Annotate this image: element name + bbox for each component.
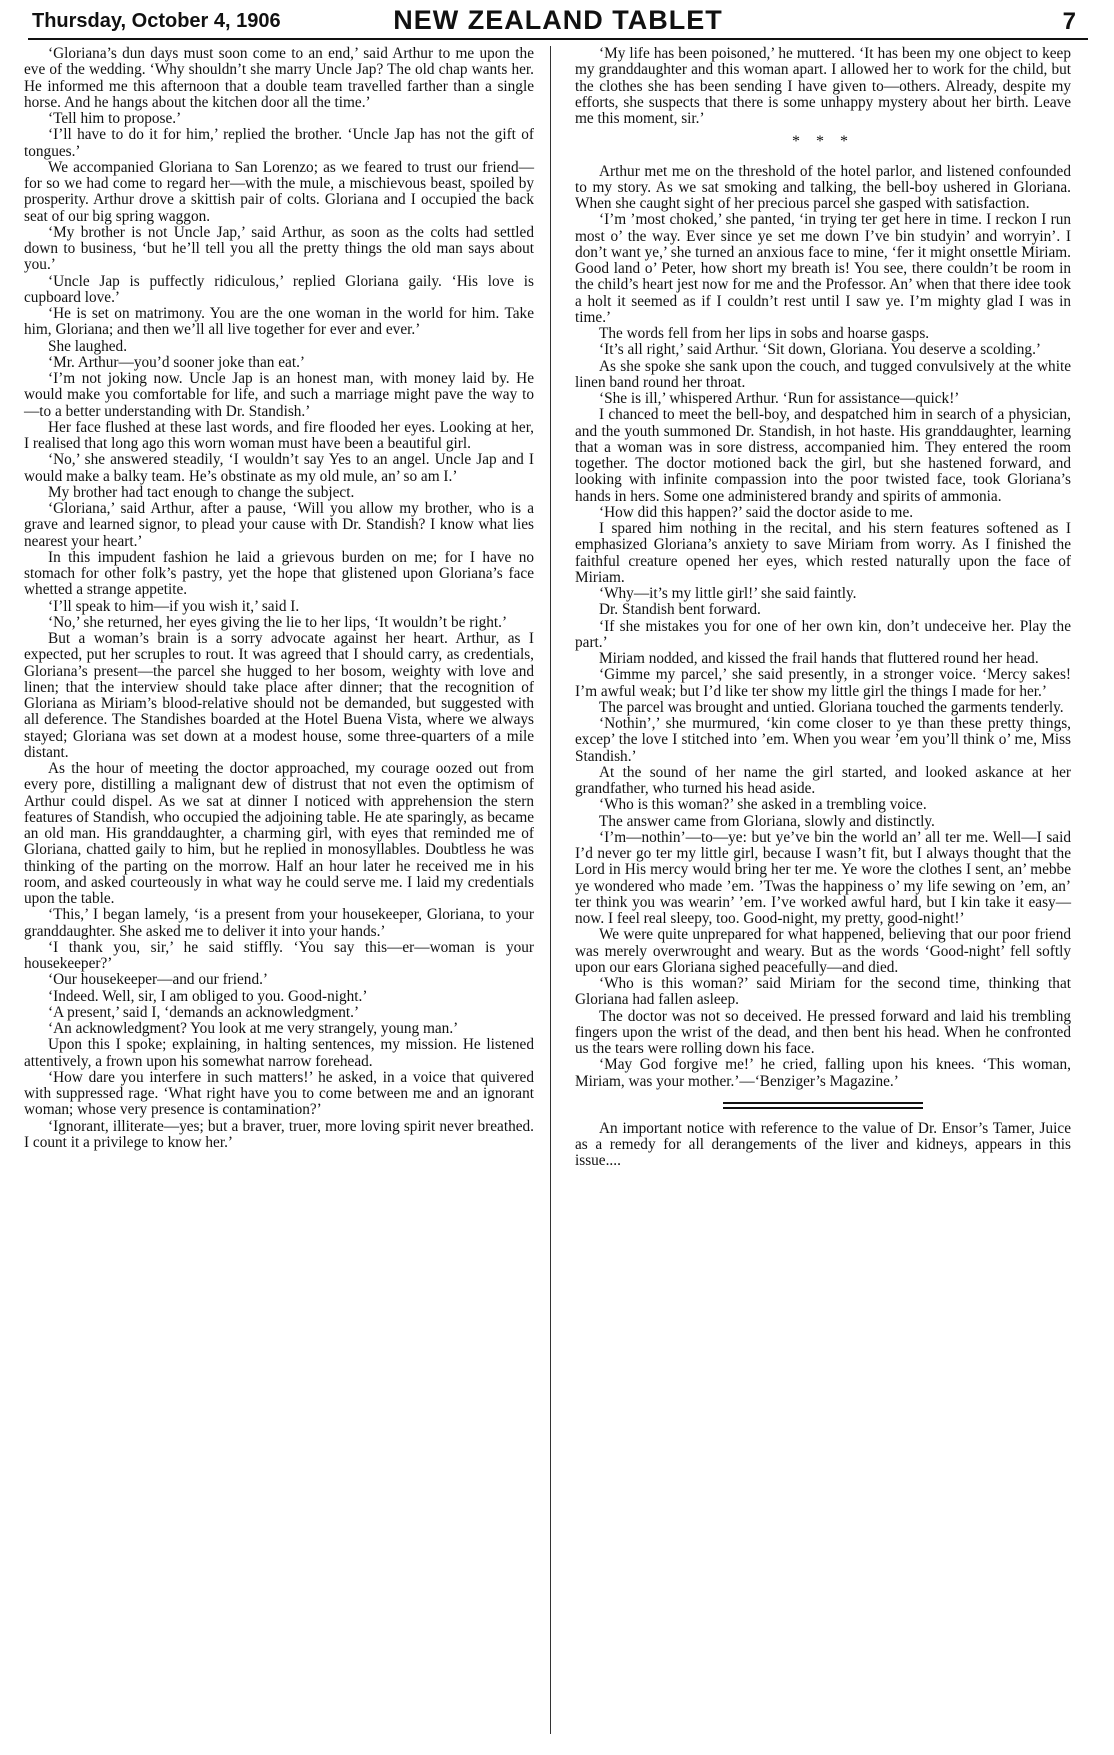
paragraph: Arthur met me on the threshold of the hotel parlor, and listened confounded to my story. As we sat smoking and talking, the bell-boy ushered in Gloriana. When she caught sight of her precious parcel she gasped with satisfaction. — [575, 162, 1071, 212]
paragraph: ‘Who is this woman?’ she asked in a trembling voice. — [599, 796, 927, 814]
double-rule — [723, 1102, 923, 1109]
section-break: * * * — [792, 133, 854, 151]
paragraph: ‘My life has been poisoned,’ he muttered. ‘It has been my one object to keep my granddaughter and this woman apart. I allowed her to work for the child, but the clothes she has been sending I have given to—others. Already, despite my efforts, she suspects that there is some unhappy mystery about her birth. Leave me this moment, sir.’ — [575, 45, 1071, 127]
paragraph: ‘How did this happen?’ said the doctor aside to me. — [599, 503, 914, 521]
paragraph: ‘No,’ she returned, her eyes giving the lie to her lips, ‘It wouldn’t be right.’ — [48, 613, 508, 631]
paragraph: Her face flushed at these last words, and fire flooded her eyes. Looking at her, I realised that long ago this worn woman must have been a beautiful girl. — [24, 418, 534, 452]
paragraph: ‘No,’ she answered steadily, ‘I wouldn’t say Yes to an angel. Uncle Jap and I would make a balky team. He’s obstinate as my old mule, an’ so am I.’ — [24, 451, 534, 485]
paragraph: But a woman’s brain is a sorry advocate against her heart. Arthur, as I expected, put her scruples to rout. It was agreed that I should carry, as credentials, Gloriana’s present—the parcel she hugged to her bosom, weighty with love and linen; that the interview should take place after dinner; that the recognition of Gloriana as Miriam’s blood-relative should not be demanded, but suggested with all deference. The Standishes boarded at the Hotel Buena Vista, where we always stayed; Gloriana was set down at a modest house, some three-quarters of a mile distant. — [24, 630, 534, 761]
paragraph: ‘Who is this woman?’ said Miriam for the second time, thinking that Gloriana had fallen asleep. — [575, 975, 1071, 1009]
paragraph: ‘I’m ’most choked,’ she panted, ‘in trying ter get here in time. I reckon I run most o’ the way. Ever since ye set me down I’ve bin studyin’ and worryin’. I don’t want ye,’ she turned an anxious face to mine, ‘fer it might onsettle Miriam. Good land o’ Peter, how short my breath is! You see, there couldn’t be room in the child’s heart jest now for me and the Professor. An’ when that there idee took a holt it seemed as if I couldn’t rest until I saw ye. I’m mighty glad I was in time.’ — [575, 211, 1071, 326]
paragraph: As she spoke she sank upon the couch, and tugged convulsively at the white linen band round her throat. — [575, 357, 1071, 391]
right-column — [575, 46, 1071, 1170]
paragraph: ‘Mr. Arthur—you’d sooner joke than eat.’ — [48, 353, 306, 371]
paragraph: ‘Gimme my parcel,’ she said presently, in a stronger voice. ‘Mercy sakes! I’m awful weak; but I’d like ter show my little girl the things I made for her.’ — [575, 666, 1071, 700]
paragraph: ‘I’m not joking now. Uncle Jap is an honest man, with money laid by. He would make you comfortable for life, and such a marriage might pave the way to—to a better understanding with Dr. Standish.’ — [24, 370, 534, 420]
right-column-body — [575, 164, 1071, 1090]
paragraph: The doctor was not so deceived. He pressed forward and laid his trembling fingers upon the wrist of the dead, and then bent his head. When he confronted us the tears were rolling down his face. — [575, 1007, 1071, 1057]
paragraph: ‘Why—it’s my little girl!’ she said faintly. — [599, 585, 857, 602]
paragraph: We were quite unprepared for what happened, believing that our poor friend was merely overwrought and weary. But as the words ‘Good-night’ fell softly upon our ears Gloriana sighed peacefully—and died. — [575, 926, 1071, 976]
paragraph: ‘Gloriana,’ said Arthur, after a pause, ‘Will you allow my brother, who is a grave and learned signor, to plead your cause with Dr. Standish? I know what lies nearest your heart.’ — [24, 500, 534, 550]
issue-date: Thursday, October 4, 1906 — [32, 10, 281, 32]
paragraph: ‘She is ill,’ whispered Arthur. ‘Run for assistance—quick!’ — [599, 390, 960, 407]
paragraph: ‘I’m—nothin’—to—ye: but ye’ve bin the world an’ all ter me. Well—I said I’d never go ter my little girl, because I wasn’t fit, but I always thought that the Lord in His mercy would bring her ter me. Ye wore the clothes I sent, an’ mebbe ye wondered who made ’em. ’Twas the happiness o’ my life sewing on ’em, an’ ter think you was wearin’ ’em. I’ve worked awful hard, but I kin take it easy—now. I feel real sleepy, too. Good-night, my pretty, good-night!’ — [575, 828, 1071, 927]
paragraph: ‘Our housekeeper—and our friend.’ — [48, 971, 269, 989]
paragraph: ‘If she mistakes you for one of her own kin, don’t undeceive her. Play the part.’ — [575, 617, 1071, 651]
paragraph: ‘He is set on matrimony. You are the one woman in the world for him. Take him, Gloriana; and then we’ll all live together for ever and ever.’ — [24, 305, 534, 339]
paragraph: The parcel was brought and untied. Gloriana touched the garments tenderly. — [599, 698, 1064, 716]
paragraph: ‘Gloriana’s dun days must soon come to an end,’ said Arthur to me upon the eve of the wedding. ‘Why shouldn’t she marry Uncle Jap? The old chap wants her. He informed me this afternoon that a double team travelled farther than a single horse. And he hangs about the kitchen door all the time.’ — [24, 45, 534, 111]
paragraph: ‘I’ll speak to him—if you wish it,’ said I. — [48, 597, 300, 615]
paragraph: As the hour of meeting the doctor approached, my courage oozed out from every pore, distilling a malignant dew of distrust that not even the optimism of Arthur could dispel. As we sat at dinner I noticed with apprehension the stern features of Standish, who occupied the adjoining table. He ate sparingly, as became an old man. His granddaughter, a charming girl, with eyes that reminded me of Gloriana, chatted gaily to him, but he replied in monosyllables. Doubtless he was thinking of the parting on the morrow. Half an hour later he received me in his room, and asked courteously in what way he could serve me. I laid my credentials upon the table. — [24, 760, 535, 907]
paragraph: She laughed. — [48, 337, 128, 355]
paragraph: ‘I thank you, sir,’ he said stiffly. ‘You say this—er—woman is your housekeeper?’ — [24, 938, 534, 972]
paragraph: In this impudent fashion he laid a grievous burden on me; for I have no stomach for other folk’s pastry, yet the hope that glistened upon Gloriana’s face whetted a strange appetite. — [24, 548, 534, 599]
paragraph: ‘I’ll have to do it for him,’ replied the brother. ‘Uncle Jap has not the gift of tongues.’ — [24, 126, 534, 160]
paragraph: We accompanied Gloriana to San Lorenzo; as we feared to trust our friend—for so we had come to regard her—with the mule, a mischievous beast, spoiled by prosperity. Arthur drove a skittish pair of colts. Gloriana and I occupied the back seat of our big spring waggon. — [24, 158, 534, 225]
paragraph: ‘Nothin’,’ she murmured, ‘kin come closer to ye than these pretty things, excep’ the love I stitched into ’em. When you wear ’em you’ll think o’ me, Miss Standish.’ — [575, 715, 1071, 765]
paragraph: ‘It’s all right,’ said Arthur. ‘Sit down, Gloriana. You deserve a scolding.’ — [599, 341, 1041, 359]
paragraph: ‘Tell him to propose.’ — [48, 110, 182, 127]
paragraph: ‘An acknowledgment? You look at me very strangely, young man.’ — [48, 1020, 459, 1037]
paragraph: I spared him nothing in the recital, and his stern features softened as I emphasized Gloriana’s anxiety to save Miriam from worry. As I finished the faithful creature opened her eyes, which rested naturally upon the face of Miriam. — [575, 520, 1071, 586]
paragraph: My brother had tact enough to change the subject. — [48, 483, 355, 501]
masthead — [28, 4, 1088, 40]
notice-paragraph: An important notice with reference to the value of Dr. Ensor’s Tamer, Juice as a remedy for all derangements of the liver and kidneys, appears in this issue.... — [575, 1119, 1071, 1170]
paragraph: The answer came from Gloriana, slowly and distinctly. — [599, 812, 935, 830]
paragraph: Upon this I spoke; explaining, in halting sentences, my mission. He listened attentively, a frown upon his somewhat narrow forehead. — [24, 1036, 534, 1070]
right-column-top — [575, 46, 1071, 127]
paragraph: ‘This,’ I began lamely, ‘is a present from your housekeeper, Gloriana, to your granddaughter. She asked me to deliver it into your hands.’ — [24, 906, 534, 940]
paragraph: ‘A present,’ said I, ‘demands an acknowledgment.’ — [48, 1003, 360, 1021]
left-column — [24, 46, 534, 1151]
paragraph: ‘My brother is not Uncle Jap,’ said Arthur, as soon as the colts had settled down to business, ‘but he’ll tell you all the pretty things the old man says about you.’ — [24, 223, 534, 274]
paragraph: Miriam nodded, and kissed the frail hands that fluttered round her head. — [599, 650, 1039, 667]
newspaper-title: NEW ZEALAND TABLET — [393, 5, 723, 35]
paragraph: I chanced to meet the bell-boy, and despatched him in search of a physician, and the youth summoned Dr. Standish, in hot haste. His granddaughter, learning that a woman was in sore distress, accompanied him. They entered the room together. The doctor motioned back the girl, but she hastened forward, and looking with infinite compassion into the poor twisted face, took Gloriana’s hands in hers. Some one administered brandy and spirits of ammonia. — [575, 406, 1071, 505]
paragraph: ‘Ignorant, illiterate—yes; but a braver, truer, more loving spirit never breathed. I count it a privilege to know her.’ — [24, 1117, 534, 1151]
paragraph: ‘Uncle Jap is puffectly ridiculous,’ replied Gloriana gaily. ‘His love is cupboard love.’ — [24, 272, 534, 306]
column-divider — [550, 46, 551, 1734]
paragraph: The words fell from her lips in sobs and hoarse gasps. — [599, 325, 930, 342]
paragraph: Dr. Standish bent forward. — [599, 601, 761, 619]
paragraph: ‘How dare you interfere in such matters!’ he asked, in a voice that quivered with suppressed rage. ‘What right have you to come between me and an ignorant woman; whose very presence is contamination?’ — [24, 1068, 534, 1119]
paragraph: ‘May God forgive me!’ he cried, falling upon his knees. ‘This woman, Miriam, was your mother.’—‘Benziger’s Magazine.’ — [575, 1056, 1071, 1090]
paragraph: At the sound of her name the girl started, and looked askance at her grandfather, who turned his head aside. — [575, 763, 1071, 797]
paragraph: ‘Indeed. Well, sir, I am obliged to you. Good-night.’ — [48, 987, 368, 1005]
page-number: 7 — [1062, 8, 1076, 35]
